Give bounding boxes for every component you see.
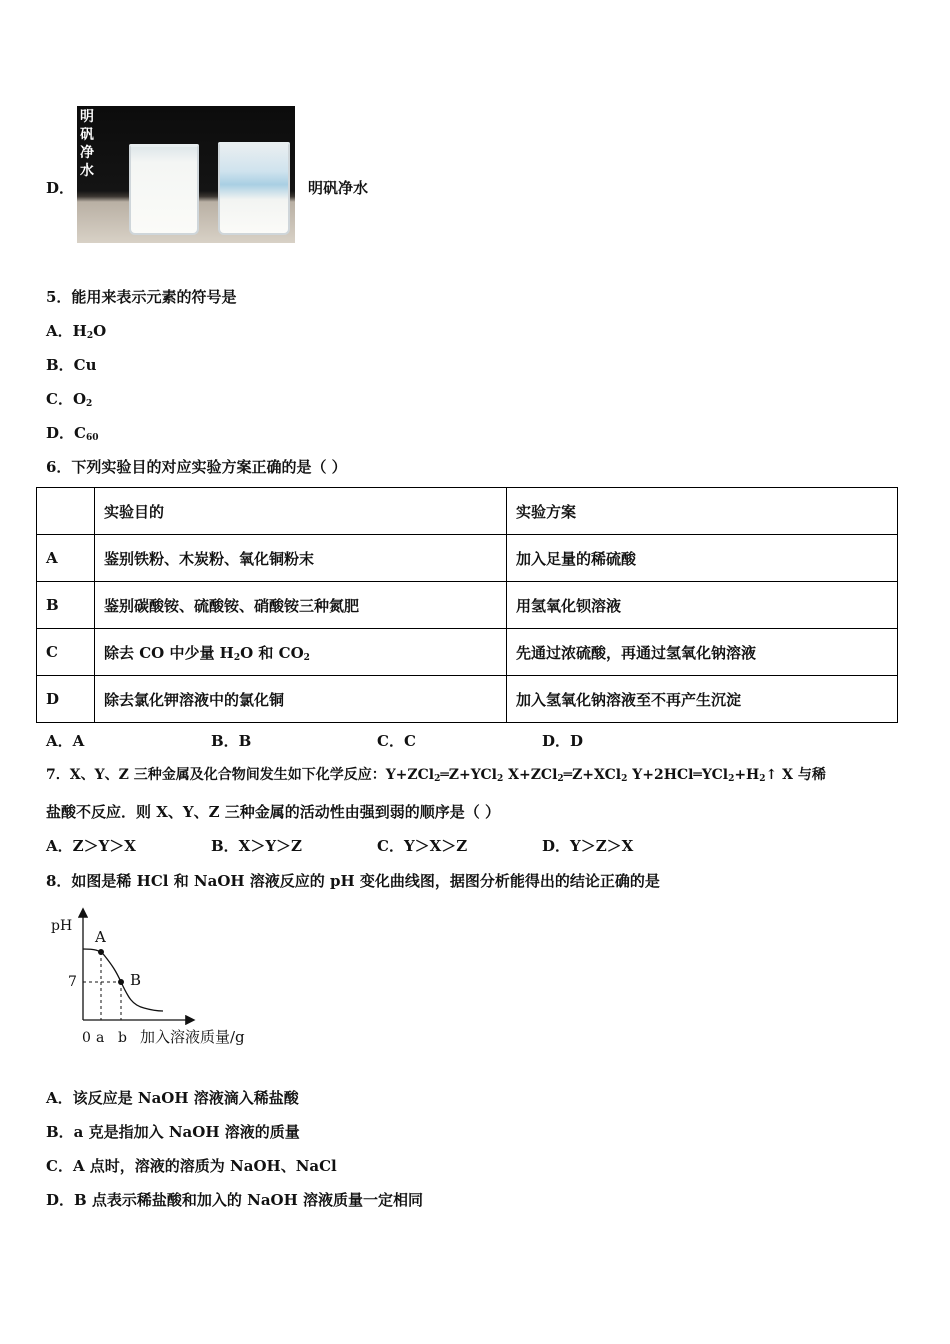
q4-option-d-label: D．	[46, 179, 75, 197]
table-cell	[37, 488, 95, 535]
table-row-key: C	[37, 629, 95, 676]
q5-stem: 5．能用来表示元素的符号是	[46, 288, 237, 306]
q6-choice-a: A．A	[46, 732, 85, 750]
table-header-row	[37, 488, 898, 535]
table-row-plan: 先通过浓硫酸，再通过氢氧化钠溶液	[507, 629, 898, 676]
x-tick-a: a	[96, 1030, 105, 1046]
point-a	[98, 949, 104, 955]
q8-stem: 8．如图是稀 HCl 和 NaOH 溶液反应的 pH 变化曲线图，据图分析能得出的结论正确的是	[46, 872, 660, 890]
table-row-purpose: 鉴别碳酸铵、硫酸铵、硝酸铵三种氮肥	[95, 582, 507, 629]
table-row	[37, 629, 898, 676]
table-row-plan: 加入氢氧化钠溶液至不再产生沉淀	[507, 676, 898, 723]
point-a-label: A	[95, 928, 106, 946]
y-axis-label: pH	[51, 918, 73, 934]
table-row	[37, 582, 898, 629]
photo-vertical-label: 明矾净水	[80, 109, 94, 179]
x-tick-0: 0	[82, 1030, 91, 1046]
x-tick-b: b	[118, 1030, 127, 1046]
q7-stem-line1: 7．X、Y、Z 三种金属及化合物间发生如下化学反应：Y+ZCl$_2$═Z+YCl$_2$ X+ZCl$_2$═Z+XCl$_2$ $Y+2HCl═YCl_2+H_2↑$ X 与稀	[46, 767, 826, 784]
table-row-key: A	[37, 535, 95, 582]
table-header-purpose: 实验目的	[95, 488, 507, 535]
table-row	[37, 535, 898, 582]
q4-option-d-text: 明矾净水	[308, 179, 369, 197]
alum-water-purification-photo	[77, 106, 295, 243]
table-row-key: D	[37, 676, 95, 723]
table-header-plan: 实验方案	[507, 488, 898, 535]
y-tick-7: 7	[68, 974, 77, 990]
point-b	[118, 979, 124, 985]
table-row-plan: 加入足量的稀硫酸	[507, 535, 898, 582]
cloudy-water-glass	[129, 144, 199, 235]
table-row-key: B	[37, 582, 95, 629]
q6-experiment-table	[36, 487, 898, 723]
q6-choice-d: D．D	[542, 732, 584, 750]
q7-choice-c: C．Y＞X＞Z	[377, 837, 468, 855]
table-row	[37, 676, 898, 723]
table-row-purpose: 鉴别铁粉、木炭粉、氧化铜粉末	[95, 535, 507, 582]
q8-choice-c: C．A 点时，溶液的溶质为 NaOH、NaCl	[46, 1157, 337, 1175]
q5-option-b: B．Cu	[46, 356, 97, 374]
ph-curve-chart	[46, 905, 266, 1050]
table-row-purpose: 除去 CO 中少量 $H_2O$ 和 $CO_2$	[95, 629, 507, 676]
clear-water-glass	[218, 142, 290, 235]
table-row-purpose: 除去氯化钾溶液中的氯化铜	[95, 676, 507, 723]
q6-choice-c: C．C	[377, 732, 416, 750]
q5-option-a: A．$H_2O$	[46, 322, 107, 341]
q7-choice-a: A．Z＞Y＞X	[46, 837, 136, 855]
q5-option-c: C．$O_2$	[46, 390, 93, 409]
q6-stem: 6．下列实验目的对应实验方案正确的是（ ）	[46, 458, 347, 476]
q8-choice-a: A．该反应是 NaOH 溶液滴入稀盐酸	[46, 1089, 299, 1107]
q7-stem-line2: 盐酸不反应．则 X、Y、Z 三种金属的活动性由强到弱的顺序是（ ）	[46, 803, 500, 821]
q7-choice-b: B．X＞Y＞Z	[211, 837, 302, 855]
x-axis-label: 加入溶液质量/g	[140, 1028, 245, 1046]
table-row-plan: 用氢氧化钡溶液	[507, 582, 898, 629]
q8-choice-d: D．B 点表示稀盐酸和加入的 NaOH 溶液质量一定相同	[46, 1191, 424, 1209]
q7-choice-d: D．Y＞Z＞X	[542, 837, 634, 855]
q8-choice-b: B．a 克是指加入 NaOH 溶液的质量	[46, 1123, 300, 1141]
q6-choice-b: B．B	[211, 732, 252, 750]
point-b-label: B	[130, 971, 142, 989]
q5-option-d: D．$C_{60}$	[46, 424, 99, 443]
